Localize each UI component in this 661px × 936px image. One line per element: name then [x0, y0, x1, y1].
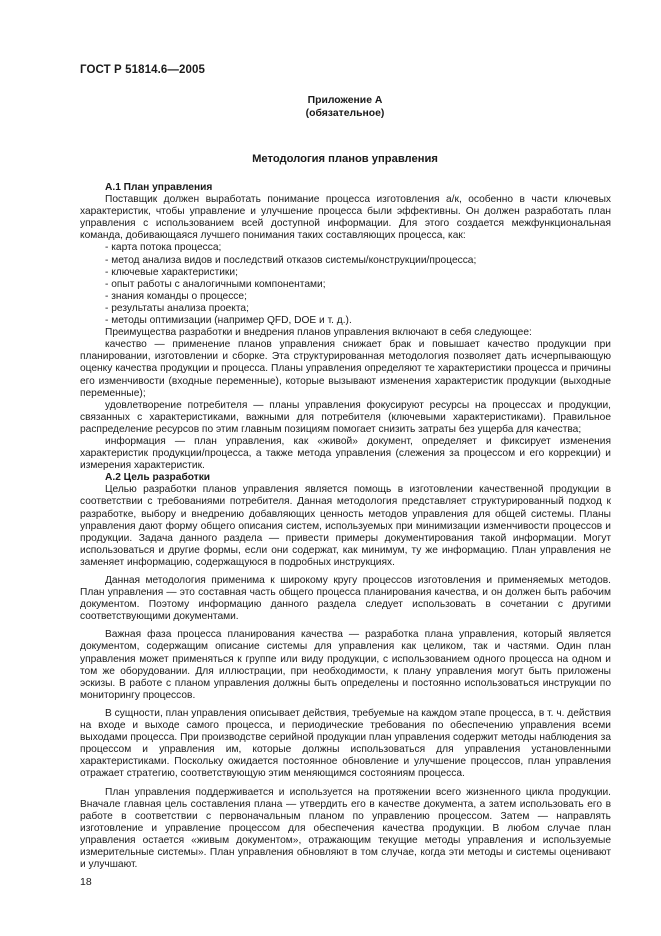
- paragraph: Поставщик должен выработать понимание процесса изготовления а/к, особенно в части ключевых характеристик, чтобы управление и улучшение процесса были эффективны. Он должен разработать план управления с использованием всей доступной информации. Для этого создается межфункциональная команда, добивающаяся лучшего понимания таких составляющих процесса, как:: [80, 194, 611, 242]
- annex-status: (обязательное): [305, 108, 385, 119]
- standard-header: ГОСТ Р 51814.6—2005: [80, 64, 205, 76]
- list-item: - знания команды о процессе;: [105, 290, 247, 302]
- paragraph: информация — план управления, как «живой» документ, определяет и фиксирует изменения характеристик продукции/процесса, а также метода управления (слежения за процессом и его коррекции) и измерения характеристик.: [80, 435, 611, 472]
- annex-heading: [80, 94, 610, 120]
- paragraph: Данная методология применима к широкому кругу процессов изготовления и применяемых методов. План управления — это составная часть общего процесса планирования качества, и он должен быть рабочим документом. Поэтому информацию данного раздела следует использовать в сочетании с другими соответствующими документами.: [80, 575, 611, 623]
- section-heading: А.1 План управления: [105, 182, 213, 193]
- list-item: - результаты анализа проекта;: [105, 302, 249, 314]
- paragraph: План управления поддерживается и используется на протяжении всего жизненного цикла продукции. Вначале главная цель составления плана — утвердить его в качестве документа, а затем использовать его в работе в соответствии с первоначальным планом по управлению процессом. Затем — направлять изготовление и управление процессом для обеспечения качества продукции. В любом случае план управления остается «живым документом», отражающим текущие методы управления и используемые измерительные системы». План управления обновляют в том случае, когда эти методы и системы оценивают и улучшают.: [80, 786, 611, 871]
- list-item: - методы оптимизации (например QFD, DOE и т. д.).: [105, 315, 352, 327]
- annex-title: Методология планов управления: [252, 153, 438, 165]
- paragraph: Преимущества разработки и внедрения планов управления включают в себя следующее:: [105, 327, 532, 339]
- section-heading: А.2 Цель разработки: [105, 472, 211, 484]
- list-item: - метод анализа видов и последствий отказов системы/конструкции/процесса;: [105, 254, 477, 266]
- page-number: 18: [80, 876, 92, 888]
- list-item: - опыт работы с аналогичными компонентами;: [105, 278, 326, 290]
- annex-label: Приложение А: [307, 95, 383, 106]
- list-item: - карта потока процесса;: [105, 242, 222, 254]
- paragraph: качество — применение планов управления снижает брак и повышает качество продукции при планировании, изготовлении и сборке. Эта структурированная методология позволяет дать исчерпывающую оценку качества продукции и процесса. Планы управления определяют те характеристики процесса и причины его изменчивости (входные переменные), которые вызывают изменения характеристик продукции (выходные переменные);: [80, 339, 611, 399]
- document-body: [80, 182, 611, 871]
- paragraph: удовлетворение потребителя — планы управления фокусируют ресурсы на процессах и продукции, связанных с характеристиками, важными для потребителя (ключевыми характеристиками). Правильное распределение ресурсов по этим главным позициям помогает снизить затраты без ущерба для качества;: [80, 399, 611, 435]
- paragraph: Целью разработки планов управления является помощь в изготовлении качественной продукции в соответствии с требованиями потребителя. Данная методология представляет структурированный подход к разработке, выбору и внедрению добавляющих ценность методов управления для общей системы. Планы управления дают форму общего описания систем, используемых при минимизации изменчивости процессов и продукции. Задача данного раздела — привести примеры документирования такой информации. Могут использоваться и другие формы, если они содержат, как минимум, ту же информацию. План управления не заменяет информацию, содержащуюся в подробных инструкциях.: [80, 484, 611, 568]
- paragraph: Важная фаза процесса планирования качества — разработка плана управления, который является документом, содержащим описание системы для управления как целиком, так и частями. Один план управления может применяться к группе или виду продукции, с использованием одного процесса на одном и том же оборудовании. Для иллюстрации, при необходимости, к плану управления могут быть приложены эскизы. В работе с планом управления должны быть определены и постоянно использоваться инструкции по мониторингу процессов.: [80, 629, 611, 701]
- paragraph: В сущности, план управления описывает действия, требуемые на каждом этапе процесса, в т. ч. действия на входе и выходе самого процесса, и периодические требования по обеспечению управления всеми выходами процесса. При производстве серийной продукции план управления содержит методы наблюдения за процессом и управления им, которые должны использоваться для управления установленными характеристиками. Поскольку ожидается постоянное обновление и улучшение процессов, план управления отражает стратегию, соответствующую этим меняющимся состояниям процесса.: [80, 707, 611, 780]
- list-item: - ключевые характеристики;: [105, 266, 238, 278]
